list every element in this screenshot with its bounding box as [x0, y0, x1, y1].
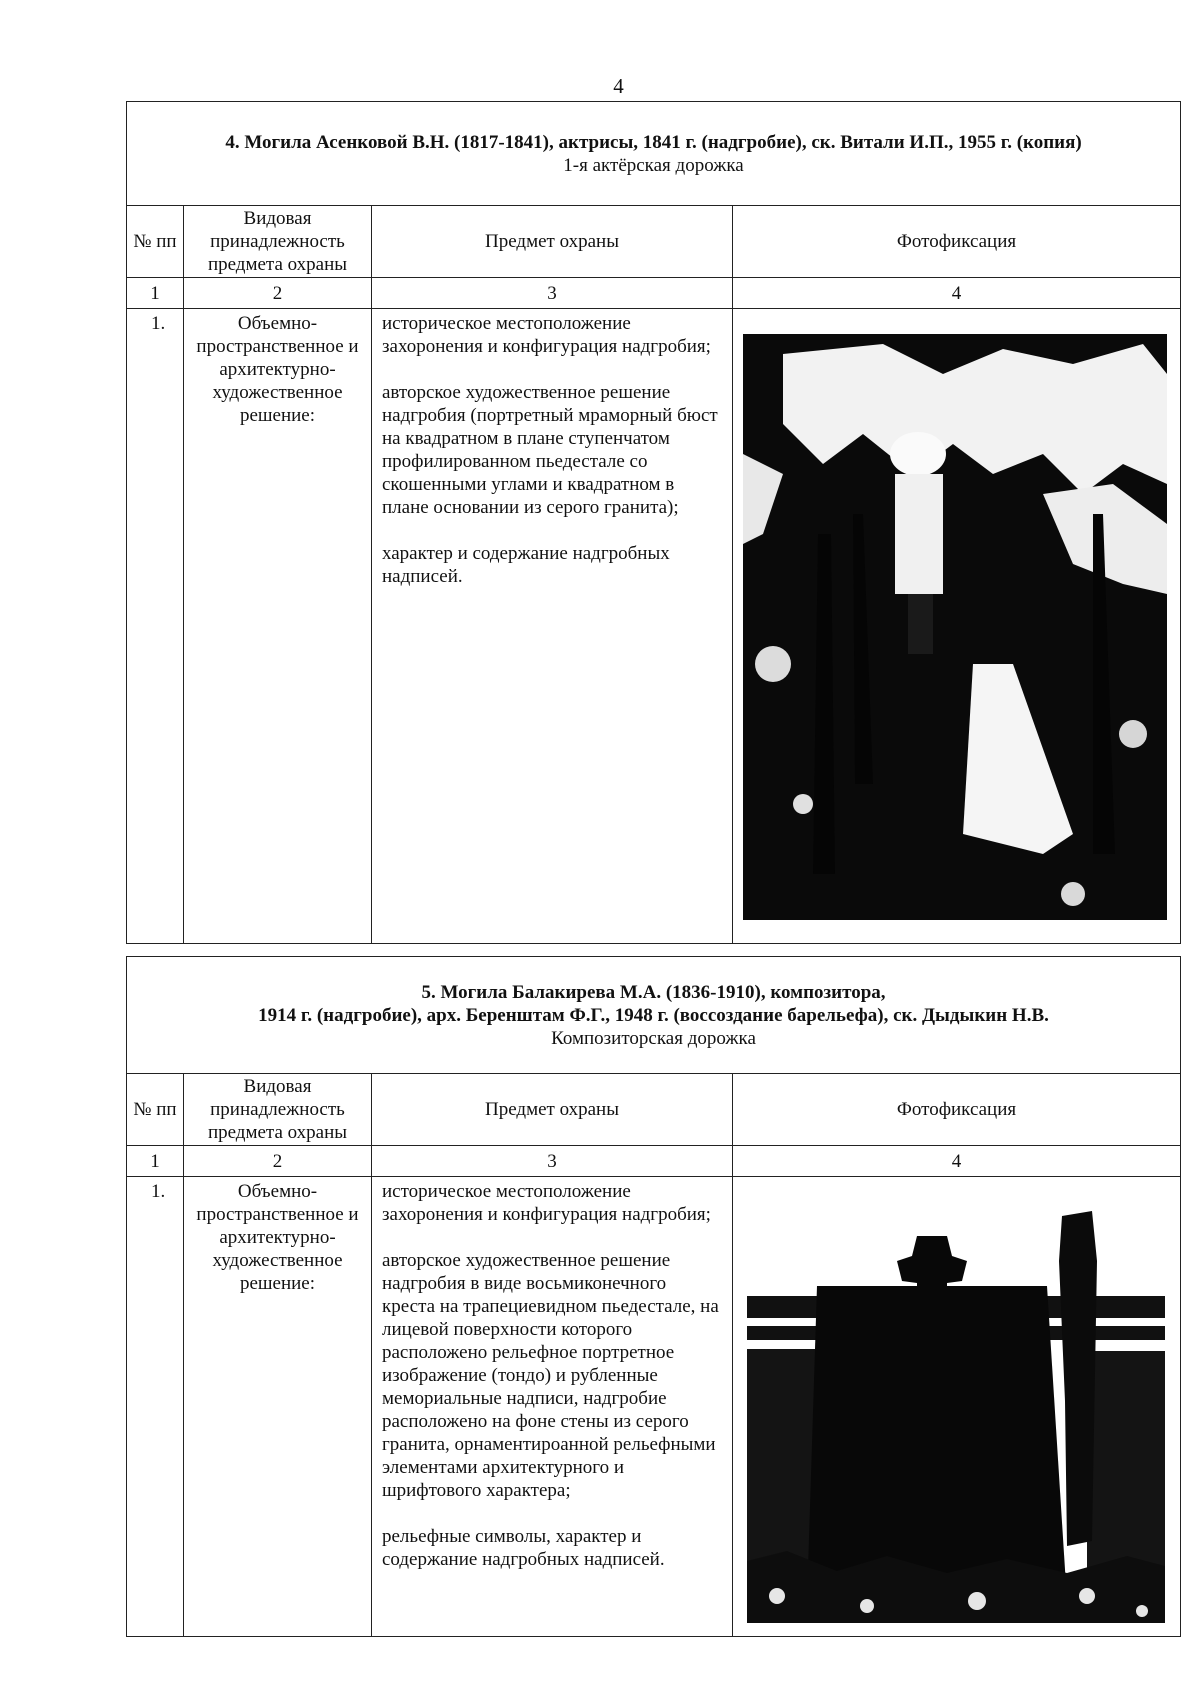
subject-paragraph: историческое местоположение захоронения и конфигурация надгробия; — [382, 1181, 711, 1225]
section-4-title-cell — [127, 102, 1181, 206]
section-4-subtitle: 1-я актёрская дорожка — [563, 154, 744, 176]
header-num: № пп — [127, 206, 184, 278]
col-number-3: 3 — [372, 278, 733, 309]
header-subject: Предмет охраны — [372, 206, 733, 278]
col-number-4: 4 — [733, 278, 1181, 309]
section-5-title-line-1: 5. Могила Балакирева М.А. (1836-1910), композитора, — [421, 981, 886, 1003]
section-5-title-line-2: 1914 г. (надгробие), арх. Беренштам Ф.Г., 1948 г. (воссоздание барельефа), ск. Дыдыкин Н.В. — [258, 1004, 1049, 1026]
header-type: Видовая принадлежность предмета охраны — [184, 1074, 372, 1146]
col-number-3: 3 — [372, 1146, 733, 1177]
photo-asenkova-grave — [743, 334, 1167, 920]
header-photo: Фотофиксация — [733, 1074, 1181, 1146]
subject-paragraph: авторское художественное решение надгробия (портретный мраморный бюст на квадратном в плане ступенчатом профилированном пьедестале со скошенными углами и квадратном в плане основании из серого гранита); — [382, 382, 718, 518]
col-number-1: 1 — [127, 1146, 184, 1177]
subject-paragraph: рельефные символы, характер и содержание надгробных надписей. — [382, 1526, 665, 1570]
row-type: Объемно-пространственное и архитектурно-художественное решение: — [184, 1177, 372, 1637]
row-type: Объемно-пространственное и архитектурно-художественное решение: — [184, 309, 372, 944]
section-4-table — [126, 101, 1181, 944]
col-number-4: 4 — [733, 1146, 1181, 1177]
photo-balakirev-grave — [747, 1201, 1165, 1623]
header-num: № пп — [127, 1074, 184, 1146]
header-photo: Фотофиксация — [733, 206, 1181, 278]
subject-paragraph: авторское художественное решение надгробия в виде восьмиконечного креста на трапециевидном пьедестале, на лицевой поверхности которого расположено рельефное портретное изображение (тондо) и рубленные мемориальные надписи, надгробие расположено на фоне стены из серого гранита, орнаментироанной рельефными элементами архитектурного и шрифтового характера; — [382, 1250, 719, 1501]
col-number-2: 2 — [184, 278, 372, 309]
subject-paragraph: характер и содержание надгробных надписей. — [382, 543, 670, 587]
col-number-1: 1 — [127, 278, 184, 309]
photo-cell — [733, 1177, 1181, 1637]
row-num: 1. — [127, 1177, 184, 1637]
header-type: Видовая принадлежность предмета охраны — [184, 206, 372, 278]
col-number-2: 2 — [184, 1146, 372, 1177]
row-num: 1. — [127, 309, 184, 944]
section-4-title: 4. Могила Асенковой В.Н. (1817-1841), актрисы, 1841 г. (надгробие), ск. Витали И.П., 1955 г. (копия) — [225, 131, 1082, 153]
row-subject — [372, 1177, 733, 1637]
section-5-table — [126, 956, 1181, 1637]
page-number: 4 — [613, 74, 624, 98]
row-subject — [372, 309, 733, 944]
section-5-title-cell — [127, 957, 1181, 1074]
header-subject: Предмет охраны — [372, 1074, 733, 1146]
section-5-subtitle: Композиторская дорожка — [551, 1027, 756, 1049]
subject-paragraph: историческое местоположение захоронения и конфигурация надгробия; — [382, 313, 711, 357]
photo-cell — [733, 309, 1181, 944]
